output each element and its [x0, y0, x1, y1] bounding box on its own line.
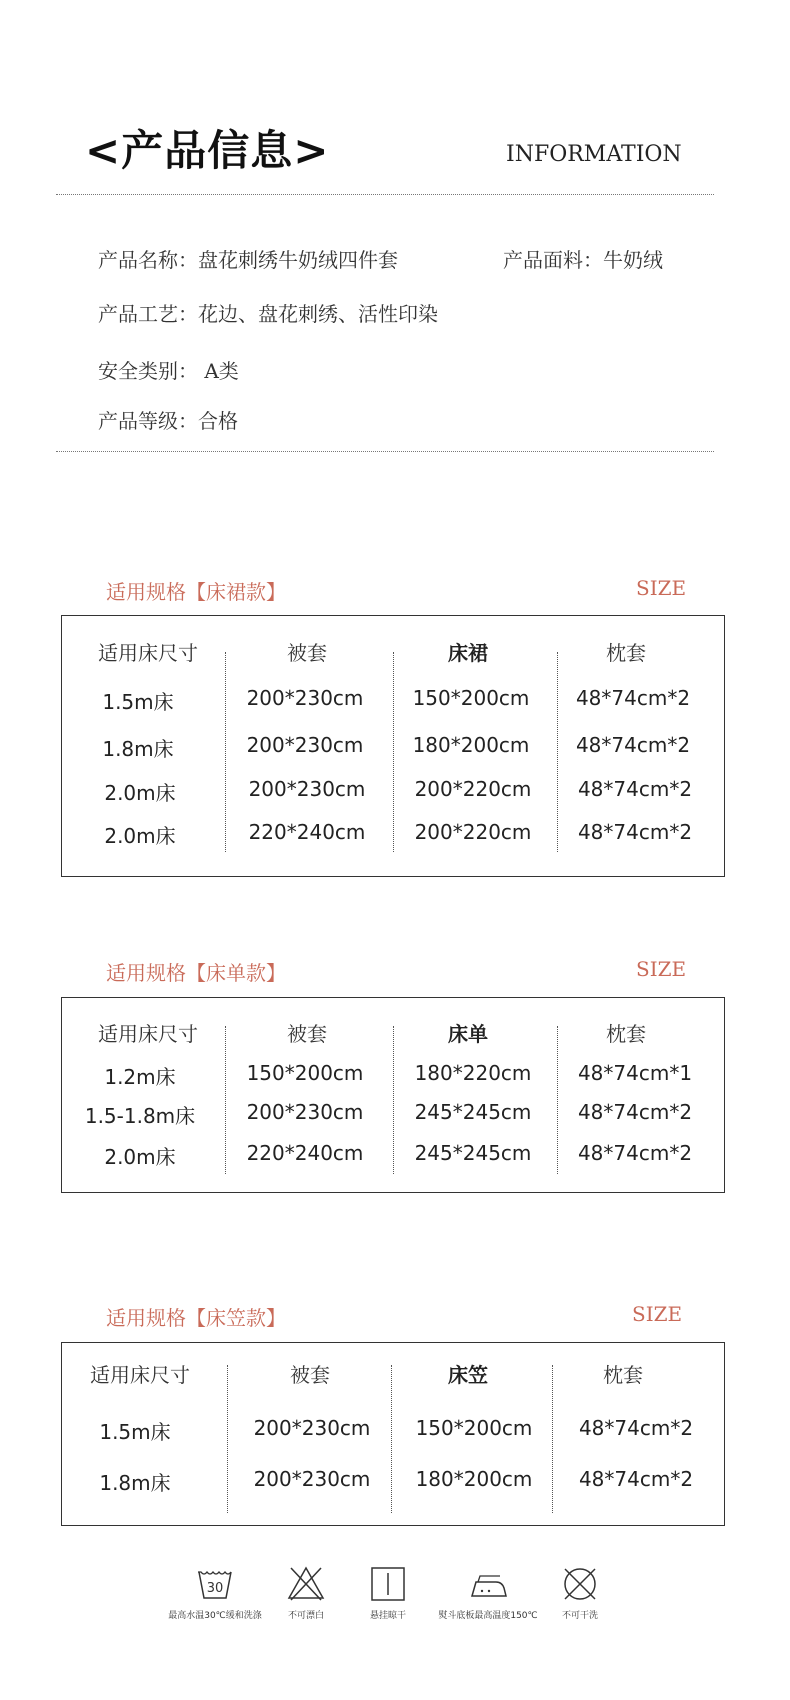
- care-item-dry: [358, 1564, 418, 1621]
- table-header: 被套: [287, 641, 327, 665]
- column-divider: [393, 1026, 394, 1174]
- table-cell: 1.5m床: [102, 690, 174, 714]
- care-label: 不可漂白: [287, 1611, 324, 1621]
- care-item-iron: [433, 1564, 543, 1621]
- column-divider: [557, 652, 558, 852]
- column-divider: [391, 1365, 392, 1513]
- table-cell: 180*200cm: [415, 1467, 533, 1491]
- wash-temperature: 30: [206, 1581, 224, 1596]
- table-cell: 200*230cm: [253, 1467, 371, 1491]
- info-safety: 安全类别： A类: [98, 359, 239, 383]
- table-header: 适用床尺寸: [98, 641, 198, 665]
- divider-top: [56, 194, 714, 195]
- table-header: 枕套: [603, 1363, 643, 1387]
- table-cell: 2.0m床: [104, 1145, 176, 1169]
- care-item-bleach: [276, 1564, 336, 1621]
- no-dry-clean-icon: [560, 1564, 600, 1604]
- section-title-bed-skirt: 适用规格【床裙款】: [106, 580, 286, 604]
- column-divider: [557, 1026, 558, 1174]
- table-cell: 1.8m床: [99, 1471, 171, 1495]
- table-header: 床单: [448, 1022, 488, 1046]
- table-cell: 180*220cm: [414, 1061, 532, 1085]
- hang-dry-icon: [368, 1564, 408, 1604]
- table-cell: 48*74cm*2: [575, 686, 691, 710]
- care-label: 熨斗底板最高温度150℃: [438, 1611, 538, 1621]
- table-cell: 48*74cm*2: [577, 1141, 693, 1165]
- column-divider: [227, 1365, 228, 1513]
- care-label: 不可干洗: [561, 1611, 598, 1621]
- table-cell: 1.2m床: [104, 1065, 176, 1089]
- section-size-label: SIZE: [632, 1302, 683, 1326]
- table-cell: 48*74cm*2: [578, 1467, 694, 1491]
- table-cell: 1.8m床: [102, 737, 174, 761]
- table-cell: 200*230cm: [246, 1100, 364, 1124]
- table-header: 床裙: [448, 641, 488, 665]
- page-subtitle: INFORMATION: [506, 142, 682, 167]
- table-cell: 200*230cm: [248, 777, 366, 801]
- section-size-label: SIZE: [636, 957, 687, 981]
- no-bleach-icon: [286, 1564, 326, 1604]
- spec-table-flat-sheet: [61, 997, 725, 1193]
- table-cell: 1.5m床: [99, 1420, 171, 1444]
- table-cell: 48*74cm*2: [577, 820, 693, 844]
- table-cell: 200*230cm: [253, 1416, 371, 1440]
- table-header: 枕套: [606, 641, 646, 665]
- table-cell: 1.5-1.8m床: [84, 1104, 196, 1128]
- table-cell: 48*74cm*2: [577, 1100, 693, 1124]
- table-header: 枕套: [606, 1022, 646, 1046]
- table-cell: 48*74cm*2: [575, 733, 691, 757]
- table-cell: 245*245cm: [414, 1100, 532, 1124]
- care-item-wash: [163, 1564, 267, 1621]
- spec-table-fitted-sheet: [61, 1342, 725, 1526]
- page-title: <产品信息>: [85, 126, 330, 175]
- section-title-fitted-sheet: 适用规格【床笠款】: [106, 1306, 286, 1330]
- info-name: 产品名称：盘花刺绣牛奶绒四件套: [98, 248, 398, 272]
- spec-table-bed-skirt: [61, 615, 725, 877]
- table-cell: 48*74cm*2: [577, 777, 693, 801]
- table-cell: 150*200cm: [246, 1061, 364, 1085]
- table-cell: 2.0m床: [104, 824, 176, 848]
- table-cell: 245*245cm: [414, 1141, 532, 1165]
- table-header: 适用床尺寸: [98, 1022, 198, 1046]
- table-header: 被套: [287, 1022, 327, 1046]
- table-cell: 200*230cm: [246, 686, 364, 710]
- table-cell: 180*200cm: [412, 733, 530, 757]
- table-cell: 150*200cm: [415, 1416, 533, 1440]
- care-label: 最高水温30℃缓和洗涤: [168, 1611, 262, 1621]
- table-cell: 48*74cm*1: [577, 1061, 693, 1085]
- table-cell: 150*200cm: [412, 686, 530, 710]
- table-cell: 220*240cm: [246, 1141, 364, 1165]
- table-header: 适用床尺寸: [90, 1363, 190, 1387]
- table-cell: 2.0m床: [104, 781, 176, 805]
- table-cell: 200*220cm: [414, 820, 532, 844]
- table-cell: 220*240cm: [248, 820, 366, 844]
- section-size-label: SIZE: [636, 576, 687, 600]
- table-header: 被套: [290, 1363, 330, 1387]
- divider-bottom: [56, 451, 714, 452]
- table-header: 床笠: [448, 1363, 488, 1387]
- care-item-dryclean: [550, 1564, 610, 1621]
- table-cell: 200*220cm: [414, 777, 532, 801]
- column-divider: [552, 1365, 553, 1513]
- column-divider: [225, 652, 226, 852]
- section-title-flat-sheet: 适用规格【床单款】: [106, 961, 286, 985]
- wash-30-icon: [195, 1564, 235, 1604]
- table-cell: 200*230cm: [246, 733, 364, 757]
- iron-150-icon: [466, 1564, 510, 1604]
- column-divider: [225, 1026, 226, 1174]
- info-fabric: 产品面料：牛奶绒: [503, 248, 663, 272]
- care-label: 悬挂晾干: [369, 1611, 406, 1621]
- info-craft: 产品工艺：花边、盘花刺绣、活性印染: [98, 302, 438, 326]
- info-grade: 产品等级：合格: [98, 409, 238, 433]
- table-cell: 48*74cm*2: [578, 1416, 694, 1440]
- column-divider: [393, 652, 394, 852]
